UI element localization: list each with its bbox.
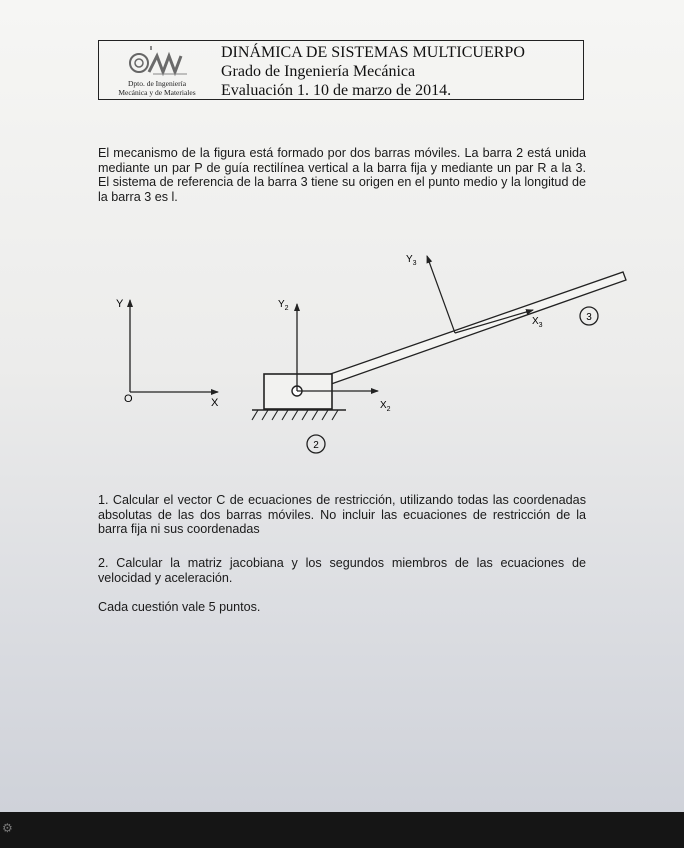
- x2-label: $X_2$: [380, 400, 391, 413]
- department-logo: [107, 44, 207, 98]
- dept-line-2: Mecánica y de Materiales: [118, 88, 196, 97]
- mechanism-figure: [0, 230, 684, 470]
- ground-hatch: [252, 410, 346, 420]
- question-1: 1. Calcular el vector C de ecuaciones de restricción, utilizando todas las coordenadas absolutas de las dos barras móviles. No incluir las ecuaciones de restricción de la barra fija ni sus coordenadas: [98, 493, 586, 537]
- y3-axis-arrow: [427, 256, 455, 333]
- dept-line-1: Dpto. de Ingeniería: [127, 79, 187, 88]
- exam-title: DINÁMICA DE SISTEMAS MULTICUERPO: [221, 44, 525, 61]
- y3-label: $Y_3$: [406, 254, 417, 267]
- header-text: [221, 43, 525, 100]
- y2-label: $Y_2$: [278, 299, 289, 312]
- degree-name: Grado de Ingeniería Mecánica: [221, 63, 416, 80]
- exam-header: [98, 40, 584, 100]
- global-frame: [116, 298, 219, 409]
- global-x-label: X: [211, 397, 219, 409]
- points-note: Cada cuestión vale 5 puntos.: [98, 600, 261, 614]
- intro-paragraph: El mecanismo de la figura está formado por dos barras móviles. La barra 2 está unida mediante un par P de guía rectilínea vertical a la barra fija y mediante un par R a la 3. El sistema de referencia de la barra 3 tiene su origen en el punto medio y la longitud de la barra 3 es l.: [98, 146, 586, 204]
- bar-2-number: 2: [313, 440, 319, 451]
- x3-label: $X_3$: [532, 316, 543, 329]
- global-y-label: Y: [116, 298, 124, 310]
- question-2: 2. Calcular la matriz jacobiana y los segundos miembros de las ecuaciones de velocidad y aceleración.: [98, 556, 586, 585]
- logo-mark-icon: [107, 44, 207, 78]
- corner-icon: ⚙: [2, 821, 13, 835]
- bar-3: [296, 272, 626, 395]
- evaluation-date: Evaluación 1. 10 de marzo de 2014.: [221, 82, 452, 99]
- origin-label: O: [124, 393, 133, 405]
- bottom-bar: [0, 812, 684, 848]
- x3-axis-arrow: [455, 310, 533, 333]
- bar-3-number: 3: [586, 312, 592, 323]
